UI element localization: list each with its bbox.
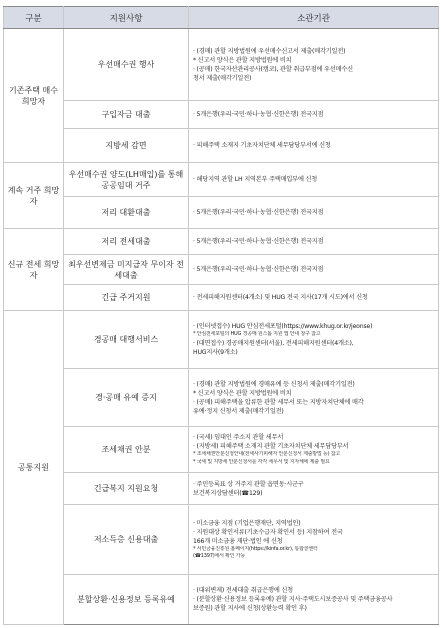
table-row [4, 575, 439, 625]
support-emergency-welfare: 긴급복지 지원요청 [64, 473, 189, 505]
agency-cell: · (경매) 관할 지방법원에 우선매수신고서 제출(매각기일전) * 신고서 양식은 관할 지방법원에 비치 · (공매) 한국자산관리공사(캠코), 관할 취급부점에 우선매수신 청서 제출(매각기일전) [189, 29, 439, 101]
group-common-support: 공통지원 [4, 311, 64, 625]
agency-cell: · (대위변제) 전세대출 취급은행에 신청 · (분할상환·신용정보 등록유예) 관할 지사·주택도시보증공사 및 주택금융공사 보증원) 관할 지사에 신청(상환능력 확인 후) [189, 575, 439, 625]
agency-cell: · 해당지역 관할 LH 지역본부 주택매입부에 신청 [189, 163, 439, 197]
agency-cell: · (경매) 관할 지방법원에 경매유예 등 신청서 제출(매각기일전) * 신고서 양식은 관할 지방법원에 비치 · (공매) 피해주택을 압류한 관할 세무서 또는 지방자치단체에 매각 유예·정지 신청서 제출(매각기일전) [189, 369, 439, 427]
support-auction-agency-service: 경공매 대행서비스 [64, 311, 189, 369]
support-emergency-housing: 긴급 주거지원 [64, 285, 189, 311]
group-new-jeonse: 신규 전세 희망자 [4, 229, 64, 311]
support-local-tax-reduction: 지방세 감면 [64, 129, 189, 163]
support-auction-postponement: 경·공매 유예 증지 [64, 369, 189, 427]
support-interest-free-jeonse-loan: 최우선변제금 미지급자 무이자 전세대출 [64, 255, 189, 285]
support-priority-transfer-lh: 우선매수권 양도(LH매입)를 통해 공공임대 거주 [64, 163, 189, 197]
support-refinance-loan: 저리 대환대출 [64, 197, 189, 229]
table-header-row [4, 7, 439, 29]
agency-cell: · 주민등록표 상 거주지 관할 읍면동·시군구 보건복지상담센터(☎129) [189, 473, 439, 505]
table-row [4, 311, 439, 369]
agency-cell: · 5개은행(우리·국민·하나·농협·신한은행) 전국지점 [189, 197, 439, 229]
table-row [4, 255, 439, 285]
support-tax-claim-allocation: 조세채권 안분 [64, 427, 189, 473]
header-agency: 소관기관 [189, 7, 439, 29]
table-row [4, 29, 439, 101]
table-row [4, 473, 439, 505]
support-table [3, 6, 439, 625]
header-support-item: 지원사항 [64, 7, 189, 29]
support-table-document [3, 6, 438, 624]
group-existing-home-buyer: 기존주택 매수 희망자 [4, 29, 64, 163]
support-installment-credit-deferral: 분할상환·신용정보 등록유예 [64, 575, 189, 625]
agency-cell: · 5개은행(우리·국민·하나·농협·신한은행) 전국지점 [189, 255, 439, 285]
table-row [4, 197, 439, 229]
agency-cell: · (국세) 임대인 주소지 관할 세무서 · (지방세) 피해주택 소재지 관할 기초자치단체 세무담당부서 * 조세채권안분신청안내(전세사기피해자 안분신청서 제출방법 등) 참고 * 국세 및 지방세 안분신청서를 각각 세무서 및 지자체에 제출 필요 [189, 427, 439, 473]
agency-cell: · 피해주택 소재지 기초자치단체 세무담당부서에 신청 [189, 129, 439, 163]
table-row [4, 505, 439, 575]
agency-cell: · 5개은행(우리·국민·하나·농협·신한은행) 전국지점 [189, 101, 439, 129]
table-row [4, 163, 439, 197]
table-row [4, 369, 439, 427]
table-row [4, 101, 439, 129]
table-row [4, 229, 439, 255]
support-priority-purchase: 우선매수권 행사 [64, 29, 189, 101]
support-low-rate-jeonse-loan: 저리 전세대출 [64, 229, 189, 255]
support-low-income-credit-loan: 저소득층 신용대출 [64, 505, 189, 575]
table-row [4, 129, 439, 163]
agency-cell: · 5개은행(우리·국민·하나·농협·신한은행) 전국지점 [189, 229, 439, 255]
table-row [4, 427, 439, 473]
agency-cell: · 미소금융 지점 (기업은행재단, 지역법인) · 지원대상 확인서류(기초수급자 확인서 등) 지참하여 전국 166개 미소금융 재단·법인 에 신청 * 서민금융진흥원 홈페이지(https://kinfa.or.kr), 통합콜센터 (☎1397)에서 확인 가능 [189, 505, 439, 575]
group-continued-residence: 계속 거주 희망자 [4, 163, 64, 229]
support-purchase-loan: 구입자금 대출 [64, 101, 189, 129]
header-category: 구분 [4, 7, 64, 29]
agency-cell: · (인터넷접수) HUG 안심전세포털(https://www.khug.or.kr/jeonse) * 안심전세포털의 HUG 경공매 원스톱 지원 앱 안내 창구 참고 · (대면접수) 경공매지원센터(서울), 전세피해지원센터(4개소), HUG지사(9개소) [189, 311, 439, 369]
table-row [4, 285, 439, 311]
agency-cell: · 전세피해지원센터(4개소) 및 HUG 전국 지사(17개 시도)에서 신청 [189, 285, 439, 311]
